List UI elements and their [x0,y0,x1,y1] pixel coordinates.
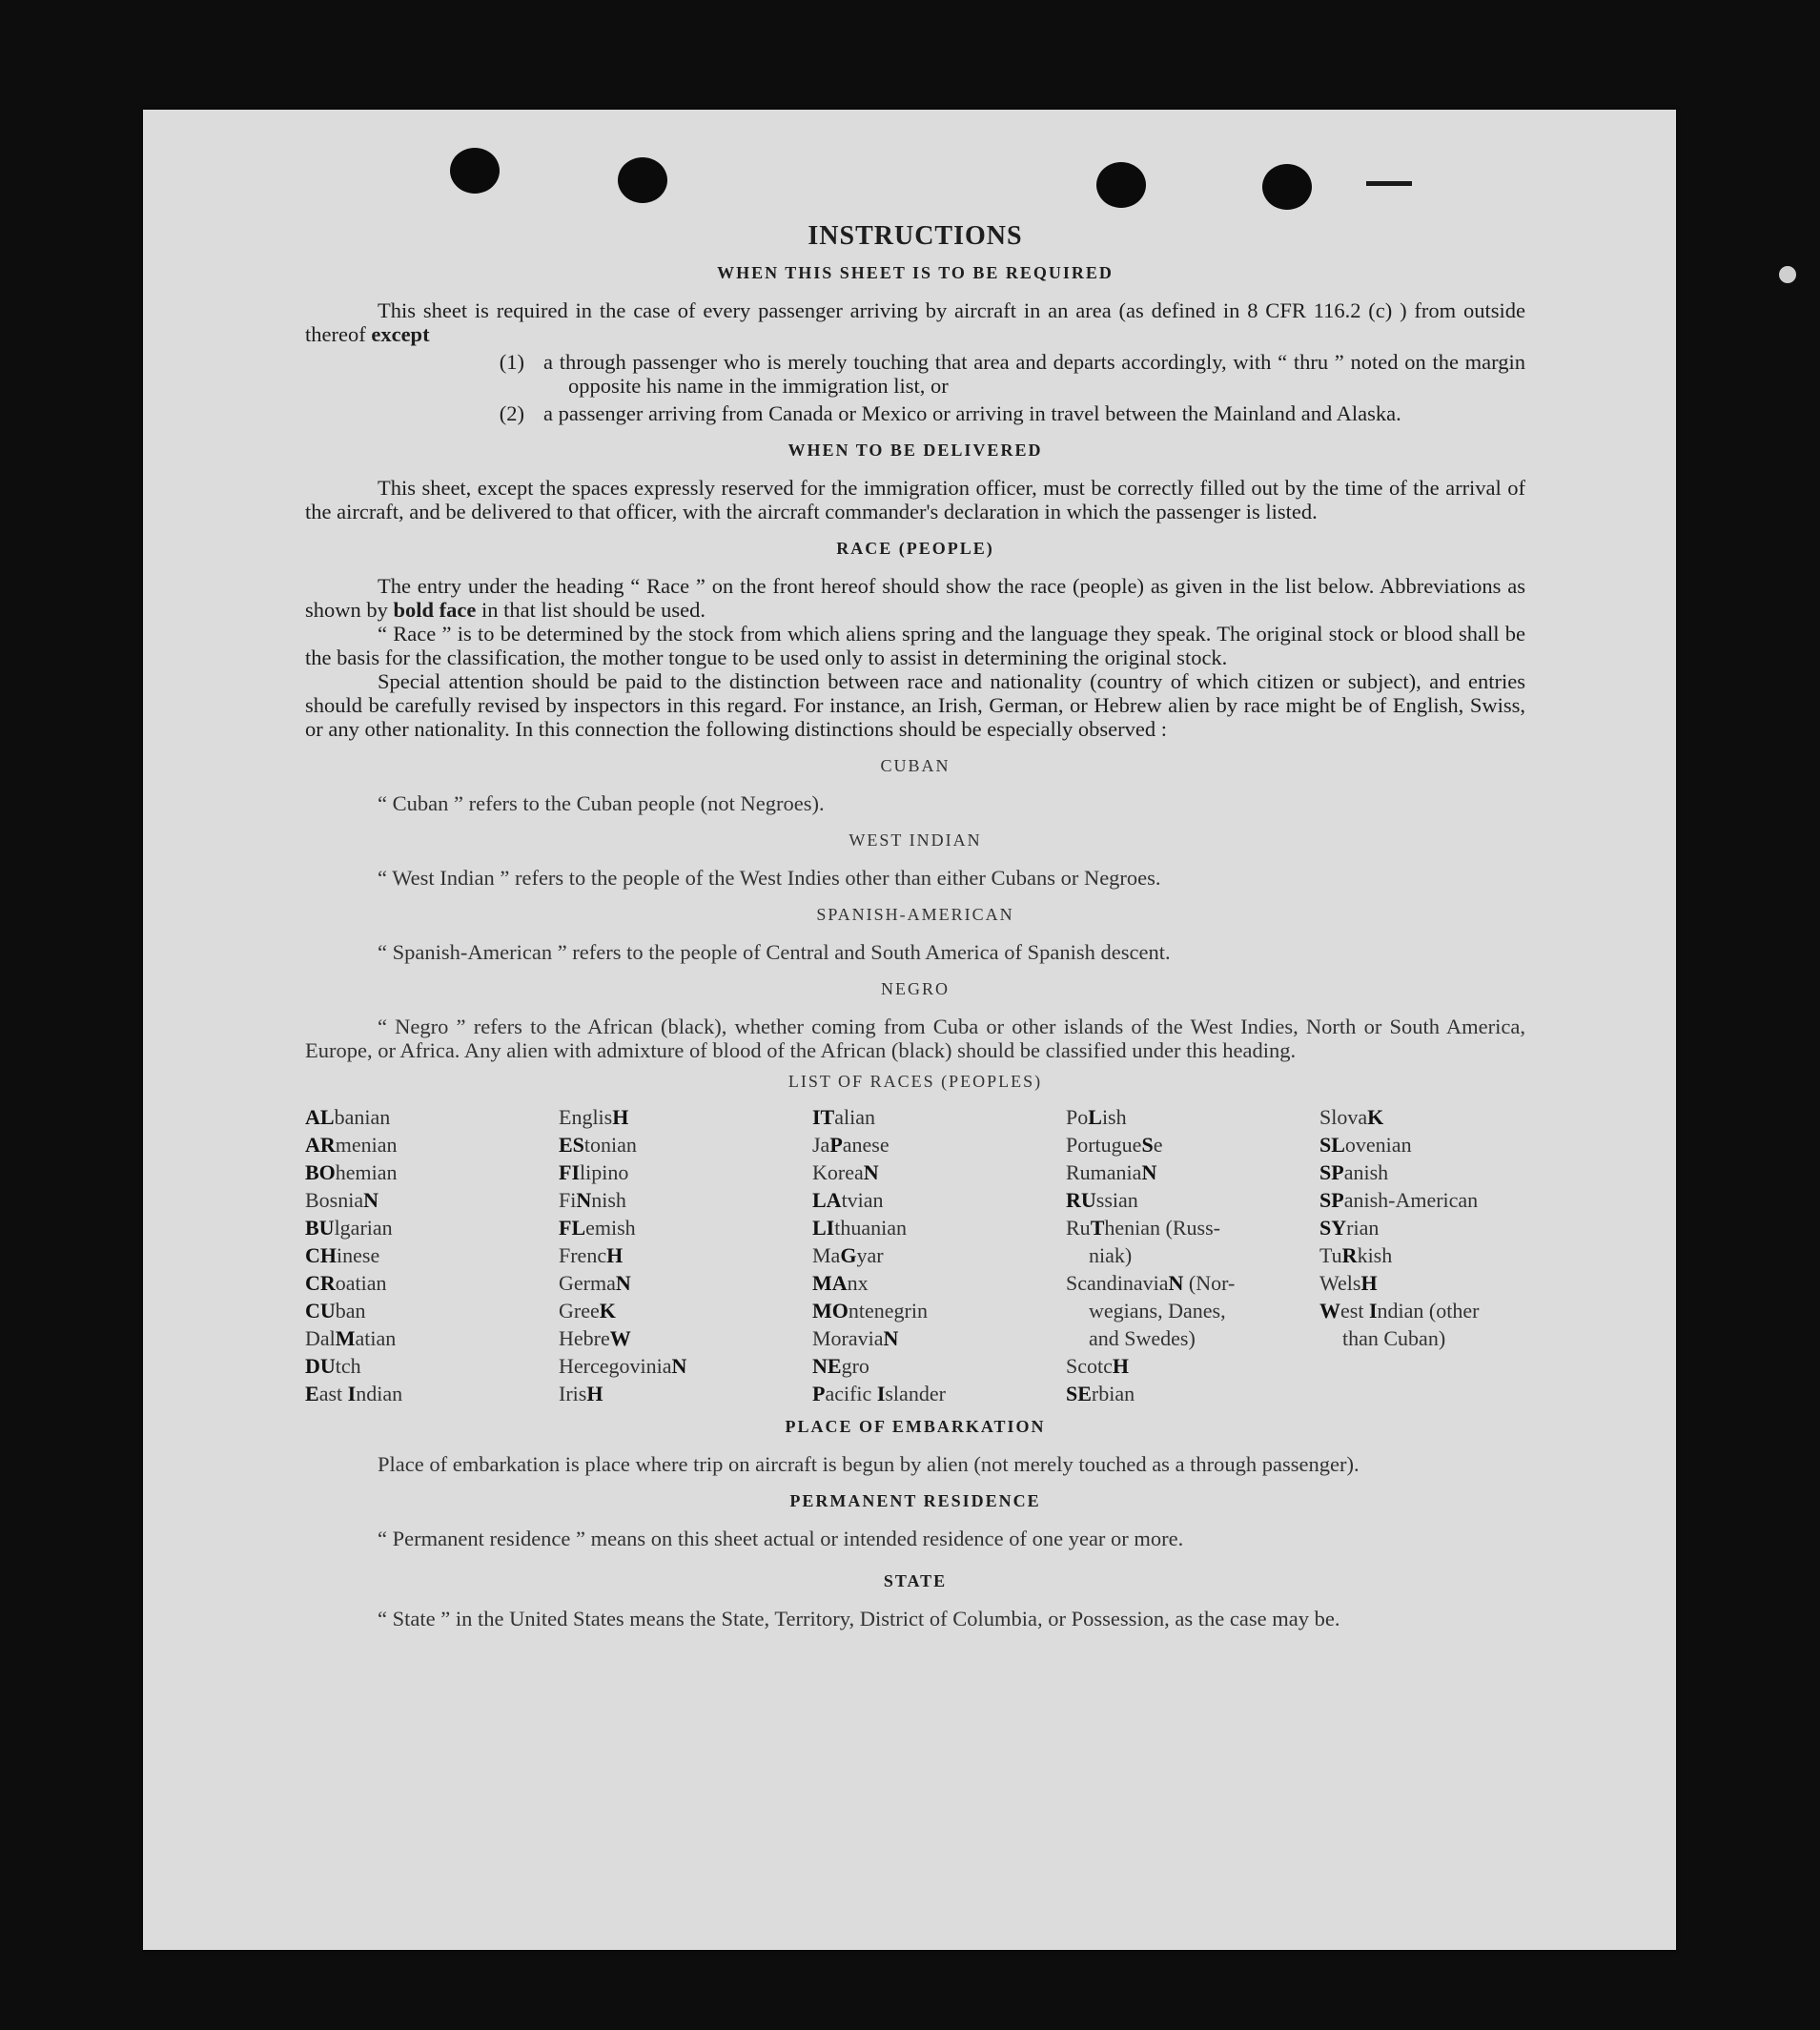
race-item: KoreaN [812,1160,879,1184]
section-heading: STATE [883,1571,948,1590]
race-item: FrencH [559,1243,624,1267]
race-paragraph: The entry under the heading “ Race ” on the front hereof should show the race (people) as given in the list below. Abbreviations as shown by bold face in that list should be used. [305,574,1525,622]
race-item: PortugueSe [1066,1133,1163,1157]
race-item: HercegoviniaN [559,1354,687,1378]
race-column [305,1103,559,1407]
section-heading: LIST OF RACES (PEOPLES) [787,1072,1043,1091]
race-item: wegians, Danes, [1089,1299,1226,1323]
race-column [812,1103,1066,1407]
race-item: BosniaN [305,1188,379,1212]
list-item: (2) a passenger arriving from Canada or Mexico or arriving in travel between the Mainland and Alaska. [499,401,1401,425]
race-item: SLovenian [1319,1133,1412,1157]
negro-text: “ Negro ” refers to the African (black), whether coming from Cuba or other islands of the West Indies, North or South America, Europe, or Africa. Any alien with admixture of blood of the African (black) should be classified under this heading. [305,1015,1525,1062]
section-heading: WHEN THIS SHEET IS TO BE REQUIRED [717,263,1114,282]
race-item: Pacific Islander [812,1382,946,1405]
race-column [1066,1103,1319,1407]
required-intro: This sheet is required in the case of every passenger arriving by aircraft in an area (as defined in 8 CFR 116.2 (c) ) from outside thereof except [305,298,1525,346]
race-item: FiNnish [559,1188,626,1212]
race-item: SErbian [1066,1382,1135,1405]
race-item: WelsH [1319,1271,1378,1295]
section-heading: SPANISH-AMERICAN [816,905,1014,924]
race-paragraph: Special attention should be paid to the distinction between race and nationality (country of which citizen or subject), and entries should be carefully revised by inspectors in this regard. For instance, an Irish, German, or Hebrew alien by race might be of English, Swiss, or any other nationality. In this connection the following distinctions should be especially observed : [305,669,1525,741]
race-item: NEgro [812,1354,869,1378]
race-item: niak) [1089,1243,1133,1267]
race-item: RumaniaN [1066,1160,1157,1184]
section-heading: WEST INDIAN [849,830,982,850]
race-item: HebreW [559,1326,631,1350]
edge-dot [1779,266,1796,283]
list-item: (1) a through passenger who is merely touching that area and departs accordingly, with “ thru ” noted on the margin opposite his name in the immigration list, or [499,350,1525,398]
race-item: and Swedes) [1089,1326,1196,1350]
spanish-american-text: “ Spanish-American ” refers to the people of Central and South America of Spanish descent. [378,940,1171,964]
race-item: SPanish-American [1319,1188,1479,1212]
race-item: ScotcH [1066,1354,1130,1378]
race-item: BOhemian [305,1160,398,1184]
race-item: East Indian [305,1382,403,1405]
race-item: MOntenegrin [812,1299,928,1323]
race-item: LAtvian [812,1188,884,1212]
race-column [1319,1103,1539,1407]
race-item: West Indian (other [1319,1299,1480,1323]
page-title: INSTRUCTIONS [808,221,1023,251]
race-item: BUlgarian [305,1216,393,1240]
punch-hole [618,157,667,203]
race-item: GreeK [559,1299,616,1323]
punch-hole [1262,164,1312,210]
race-item: DalMatian [305,1326,397,1350]
residence-text: “ Permanent residence ” means on this sheet actual or intended residence of one year or more. [378,1527,1184,1550]
race-item: CRoatian [305,1271,387,1295]
race-item: CHinese [305,1243,380,1267]
punch-hole [450,148,500,194]
race-list [305,1103,1525,1407]
race-item: CUban [305,1299,366,1323]
race-item: MAnx [812,1271,869,1295]
race-item: FLemish [559,1216,636,1240]
instructions-content [305,221,1525,1630]
section-heading: RACE (PEOPLE) [836,539,994,558]
section-heading: PERMANENT RESIDENCE [789,1491,1041,1510]
race-item: EnglisH [559,1105,629,1129]
cuban-text: “ Cuban ” refers to the Cuban people (not Negroes). [378,791,825,815]
race-item: MaGyar [812,1243,884,1267]
race-item: ALbanian [305,1105,391,1129]
race-item: JaPanese [812,1133,890,1157]
section-heading: WHEN TO BE DELIVERED [787,441,1043,460]
race-item: ITalian [812,1105,876,1129]
section-heading: CUBAN [880,756,951,775]
embarkation-text: Place of embarkation is place where trip on aircraft is begun by alien (not merely touched as a through passenger). [378,1452,1360,1476]
race-column [559,1103,812,1407]
section-heading: PLACE OF EMBARKATION [785,1417,1046,1436]
race-item: PoLish [1066,1105,1127,1129]
race-item: EStonian [559,1133,637,1157]
race-item: RUssian [1066,1188,1138,1212]
race-item: than Cuban) [1342,1326,1446,1350]
mark-dash [1366,181,1412,186]
race-item: FIlipino [559,1160,629,1184]
race-item: MoraviaN [812,1326,899,1350]
state-text: “ State ” in the United States means the State, Territory, District of Columbia, or Possession, as the case may be. [378,1607,1340,1630]
race-item: ARmenian [305,1133,398,1157]
race-item: SYrian [1319,1216,1380,1240]
section-heading: NEGRO [881,979,950,998]
race-item: RuThenian (Russ- [1066,1216,1220,1240]
delivered-text: This sheet, except the spaces expressly reserved for the immigration officer, must be correctly filled out by the time of the arrival of the aircraft, and be delivered to that officer, with the aircraft commander's declaration in which the passenger is listed. [305,476,1525,523]
race-item: GermaN [559,1271,631,1295]
race-item: IrisH [559,1382,603,1405]
race-item: DUtch [305,1354,361,1378]
west-indian-text: “ West Indian ” refers to the people of the West Indies other than either Cubans or Negroes. [378,866,1161,890]
race-item: TuRkish [1319,1243,1393,1267]
race-item: ScandinaviaN (Nor- [1066,1271,1236,1295]
race-paragraph: “ Race ” is to be determined by the stock from which aliens spring and the language they speak. The original stock or blood shall be the basis for the classification, the mother tongue to be used only to assist in determining the original stock. [305,622,1525,669]
race-item: SPanish [1319,1160,1389,1184]
race-item: SlovaK [1319,1105,1384,1129]
race-item: LIthuanian [812,1216,908,1240]
punch-hole [1096,162,1146,208]
